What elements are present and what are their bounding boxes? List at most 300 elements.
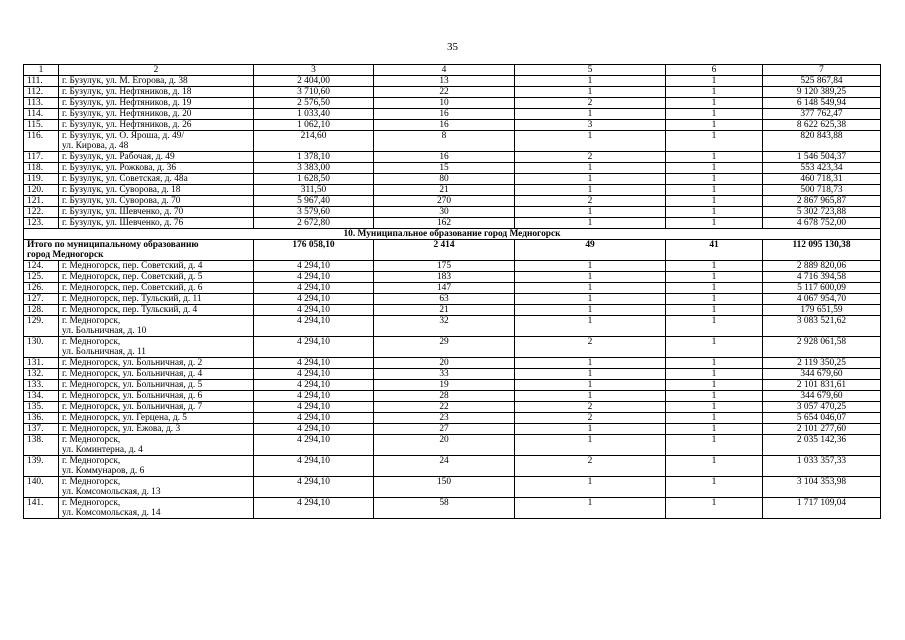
- table-row: [24, 369, 881, 380]
- residents-cell: 16: [374, 120, 515, 131]
- table-row: [24, 498, 881, 519]
- count-cell: 1: [666, 152, 763, 163]
- address-line: г. Бузулук, ул. Шевченко, д. 76: [62, 218, 184, 228]
- area-cell: 5 967,40: [254, 196, 374, 207]
- table-row: [24, 413, 881, 424]
- section-heading: 10. Муниципальное образование город Медногорск: [24, 229, 881, 240]
- table-row: [24, 120, 881, 131]
- count-cell: 1: [666, 413, 763, 424]
- residents-cell: 63: [374, 294, 515, 305]
- address-cell: [59, 435, 254, 456]
- table-row: [24, 196, 881, 207]
- row-number: 126.: [24, 283, 59, 294]
- table-row: [24, 163, 881, 174]
- cost-cell: 2 035 142,36: [763, 435, 881, 456]
- count-cell: 1: [666, 498, 763, 519]
- area-cell: 1 062,10: [254, 120, 374, 131]
- count-cell: 2: [515, 152, 666, 163]
- cost-cell: 5 302 723,88: [763, 207, 881, 218]
- address-cell: [59, 424, 254, 435]
- table-row: [24, 87, 881, 98]
- total-count: 49: [515, 240, 666, 261]
- count-cell: 1: [666, 120, 763, 131]
- column-number: 6: [666, 65, 763, 76]
- residents-cell: 270: [374, 196, 515, 207]
- count-cell: 1: [515, 316, 666, 337]
- count-cell: 1: [515, 424, 666, 435]
- address-cell: [59, 98, 254, 109]
- row-number: 132.: [24, 369, 59, 380]
- area-cell: 4 294,10: [254, 283, 374, 294]
- row-number: 127.: [24, 294, 59, 305]
- table-row: [24, 185, 881, 196]
- area-cell: 4 294,10: [254, 294, 374, 305]
- row-number: 123.: [24, 218, 59, 229]
- count-cell: 1: [666, 358, 763, 369]
- address-line: г. Медногорск,: [62, 477, 121, 487]
- row-number: 140.: [24, 477, 59, 498]
- row-number: 125.: [24, 272, 59, 283]
- address-cell: [59, 283, 254, 294]
- area-cell: 2 576,50: [254, 98, 374, 109]
- row-number: 133.: [24, 380, 59, 391]
- count-cell: 1: [666, 131, 763, 152]
- address-line: г. Бузулук, ул. Рожкова, д. 36: [62, 163, 177, 173]
- table-row: [24, 261, 881, 272]
- count-cell: 1: [666, 477, 763, 498]
- area-cell: 4 294,10: [254, 413, 374, 424]
- table-row: [24, 391, 881, 402]
- residents-cell: 20: [374, 435, 515, 456]
- row-number: 116.: [24, 131, 59, 152]
- table-row: [24, 380, 881, 391]
- count-cell: 1: [666, 435, 763, 456]
- row-number: 138.: [24, 435, 59, 456]
- row-number: 135.: [24, 402, 59, 413]
- address-cell: [59, 218, 254, 229]
- cost-cell: 344 679,60: [763, 369, 881, 380]
- cost-cell: 4 678 752,00: [763, 218, 881, 229]
- address-line: г. Бузулук, ул. Рабочая, д. 49: [62, 152, 175, 162]
- table-row: [24, 152, 881, 163]
- table-row: [24, 456, 881, 477]
- table-row: [24, 131, 881, 152]
- area-cell: 4 294,10: [254, 498, 374, 519]
- residents-cell: 150: [374, 477, 515, 498]
- address-cell: [59, 207, 254, 218]
- count-cell: 1: [515, 498, 666, 519]
- total-label: [24, 240, 254, 261]
- area-cell: 4 294,10: [254, 261, 374, 272]
- count-cell: 1: [666, 316, 763, 337]
- residents-cell: 20: [374, 358, 515, 369]
- row-number: 137.: [24, 424, 59, 435]
- section-heading-row: [24, 229, 881, 240]
- residents-cell: 10: [374, 98, 515, 109]
- address-cell: [59, 261, 254, 272]
- table-row: [24, 424, 881, 435]
- residents-cell: 80: [374, 174, 515, 185]
- row-number: 115.: [24, 120, 59, 131]
- cost-cell: 3 083 521,62: [763, 316, 881, 337]
- row-number: 111.: [24, 76, 59, 87]
- address-line: г. Медногорск, пер. Советский, д. 5: [62, 272, 203, 282]
- area-cell: 4 294,10: [254, 424, 374, 435]
- address-line: г. Медногорск, ул. Больничная, д. 5: [62, 380, 203, 390]
- count-cell: 1: [515, 305, 666, 316]
- address-line: ул. Комсомольская, д. 13: [62, 487, 161, 497]
- cost-cell: 5 117 600,09: [763, 283, 881, 294]
- count-cell: 1: [666, 261, 763, 272]
- total-area: 176 058,10: [254, 240, 374, 261]
- area-cell: 4 294,10: [254, 380, 374, 391]
- row-number: 122.: [24, 207, 59, 218]
- area-cell: 4 294,10: [254, 358, 374, 369]
- address-line: г. Бузулук, ул. Суворова, д. 18: [62, 185, 181, 195]
- cost-cell: 525 867,84: [763, 76, 881, 87]
- count-cell: 2: [515, 456, 666, 477]
- area-cell: 4 294,10: [254, 316, 374, 337]
- column-number: 4: [374, 65, 515, 76]
- address-cell: [59, 109, 254, 120]
- total-label-line: Итого по муниципальному образованию: [27, 240, 199, 250]
- table-row: [24, 283, 881, 294]
- row-number: 139.: [24, 456, 59, 477]
- address-line: г. Медногорск, ул. Ежова, д. 3: [62, 424, 181, 434]
- count-cell: 2: [515, 402, 666, 413]
- address-line: г. Медногорск,: [62, 435, 121, 445]
- address-line: ул. Комсомольская, д. 14: [62, 508, 161, 518]
- row-number: 136.: [24, 413, 59, 424]
- count-cell: 1: [515, 272, 666, 283]
- cost-cell: 2 101 277,60: [763, 424, 881, 435]
- area-cell: 4 294,10: [254, 337, 374, 358]
- table-row: [24, 109, 881, 120]
- area-cell: 4 294,10: [254, 272, 374, 283]
- address-line: г. Бузулук, ул. Нефтяников, д. 26: [62, 120, 192, 130]
- address-cell: [59, 76, 254, 87]
- residents-cell: 19: [374, 380, 515, 391]
- address-line: ул. Коммунаров, д. 6: [62, 466, 145, 476]
- column-number: 1: [24, 65, 59, 76]
- address-cell: [59, 163, 254, 174]
- row-number: 119.: [24, 174, 59, 185]
- address-cell: [59, 413, 254, 424]
- count-cell: 1: [515, 218, 666, 229]
- register-table: [23, 64, 881, 519]
- residents-cell: 33: [374, 369, 515, 380]
- area-cell: 4 294,10: [254, 305, 374, 316]
- table-row: [24, 477, 881, 498]
- table-row: [24, 358, 881, 369]
- count-cell: 1: [515, 207, 666, 218]
- cost-cell: 4 067 954,70: [763, 294, 881, 305]
- cost-cell: 6 148 549,94: [763, 98, 881, 109]
- count-cell: 1: [666, 283, 763, 294]
- address-line: г. Медногорск, ул. Больничная, д. 6: [62, 391, 203, 401]
- address-cell: [59, 477, 254, 498]
- cost-cell: 553 423,34: [763, 163, 881, 174]
- count-cell: 1: [515, 283, 666, 294]
- count-cell: 1: [666, 272, 763, 283]
- residents-cell: 22: [374, 402, 515, 413]
- cost-cell: 344 679,60: [763, 391, 881, 402]
- address-line: ул. Больничная, д. 10: [62, 326, 147, 336]
- address-line: г. Медногорск, ул. Больничная, д. 4: [62, 369, 203, 379]
- total-cost: 112 095 130,38: [763, 240, 881, 261]
- table-row: [24, 435, 881, 456]
- table-row: [24, 207, 881, 218]
- count-cell: 1: [666, 456, 763, 477]
- cost-cell: 8 622 625,38: [763, 120, 881, 131]
- address-cell: [59, 456, 254, 477]
- row-number: 130.: [24, 337, 59, 358]
- row-number: 113.: [24, 98, 59, 109]
- address-cell: [59, 131, 254, 152]
- cost-cell: 1 033 357,33: [763, 456, 881, 477]
- row-number: 124.: [24, 261, 59, 272]
- residents-cell: 29: [374, 337, 515, 358]
- cost-cell: 2 889 820,06: [763, 261, 881, 272]
- table-row: [24, 402, 881, 413]
- row-number: 129.: [24, 316, 59, 337]
- address-line: г. Медногорск, пер. Советский, д. 6: [62, 283, 203, 293]
- address-cell: [59, 272, 254, 283]
- residents-cell: 147: [374, 283, 515, 294]
- cost-cell: 179 651,59: [763, 305, 881, 316]
- address-line: г. Медногорск,: [62, 337, 121, 347]
- address-cell: [59, 152, 254, 163]
- table-row: [24, 218, 881, 229]
- residents-cell: 16: [374, 109, 515, 120]
- address-cell: [59, 358, 254, 369]
- residents-cell: 13: [374, 76, 515, 87]
- count-cell: 1: [515, 109, 666, 120]
- area-cell: 2 404,00: [254, 76, 374, 87]
- count-cell: 1: [666, 337, 763, 358]
- table-row: [24, 305, 881, 316]
- count-cell: 1: [515, 294, 666, 305]
- residents-cell: 32: [374, 316, 515, 337]
- address-line: г. Бузулук, ул. М. Егорова, д. 38: [62, 76, 188, 86]
- count-cell: 3: [515, 120, 666, 131]
- area-cell: 3 383,00: [254, 163, 374, 174]
- area-cell: 4 294,10: [254, 456, 374, 477]
- row-number: 131.: [24, 358, 59, 369]
- address-line: г. Бузулук, ул. Нефтяников, д. 19: [62, 98, 192, 108]
- address-cell: [59, 337, 254, 358]
- area-cell: 2 672,80: [254, 218, 374, 229]
- count-cell: 1: [666, 109, 763, 120]
- count-cell: 1: [515, 87, 666, 98]
- address-line: г. Медногорск,: [62, 316, 121, 326]
- residents-cell: 27: [374, 424, 515, 435]
- count-cell: 1: [666, 218, 763, 229]
- cost-cell: 460 718,31: [763, 174, 881, 185]
- area-cell: 1 033,40: [254, 109, 374, 120]
- cost-cell: 1 546 504,37: [763, 152, 881, 163]
- count-cell: 1: [666, 196, 763, 207]
- table-row: [24, 98, 881, 109]
- cost-cell: 3 057 470,25: [763, 402, 881, 413]
- address-cell: [59, 402, 254, 413]
- address-line: ул. Больничная, д. 11: [62, 347, 146, 357]
- residents-cell: 28: [374, 391, 515, 402]
- count-cell: 1: [666, 76, 763, 87]
- residents-cell: 8: [374, 131, 515, 152]
- area-cell: 311,50: [254, 185, 374, 196]
- count-cell: 1: [515, 477, 666, 498]
- count-cell: 1: [666, 402, 763, 413]
- residents-cell: 58: [374, 498, 515, 519]
- column-number: 2: [59, 65, 254, 76]
- area-cell: 4 294,10: [254, 477, 374, 498]
- count-cell: 1: [666, 185, 763, 196]
- row-number: 134.: [24, 391, 59, 402]
- count-cell: 1: [666, 98, 763, 109]
- row-number: 120.: [24, 185, 59, 196]
- count-cell: 1: [515, 185, 666, 196]
- count-cell: 1: [515, 76, 666, 87]
- address-cell: [59, 174, 254, 185]
- area-cell: 4 294,10: [254, 369, 374, 380]
- area-cell: 214,60: [254, 131, 374, 152]
- cost-cell: 820 843,88: [763, 131, 881, 152]
- address-line: г. Бузулук, ул. О. Яроша, д. 49/: [62, 131, 184, 141]
- area-cell: 1 628,50: [254, 174, 374, 185]
- count-cell: 1: [666, 294, 763, 305]
- count-cell: 2: [515, 98, 666, 109]
- row-number: 141.: [24, 498, 59, 519]
- count-cell: 2: [515, 196, 666, 207]
- count-cell: 1: [515, 131, 666, 152]
- table-row: [24, 316, 881, 337]
- residents-cell: 24: [374, 456, 515, 477]
- residents-cell: 162: [374, 218, 515, 229]
- count-cell: 1: [666, 174, 763, 185]
- count-cell: 1: [666, 305, 763, 316]
- cost-cell: 1 717 109,04: [763, 498, 881, 519]
- address-cell: [59, 196, 254, 207]
- count-cell: 1: [515, 174, 666, 185]
- address-line: г. Бузулук, ул. Суворова, д. 70: [62, 196, 181, 206]
- count-cell: 1: [515, 358, 666, 369]
- column-number: 7: [763, 65, 881, 76]
- cost-cell: 2 101 831,61: [763, 380, 881, 391]
- address-line: г. Медногорск,: [62, 498, 121, 508]
- address-line: г. Бузулук, ул. Советская, д. 48а: [62, 174, 188, 184]
- count-cell: 1: [515, 380, 666, 391]
- cost-cell: 377 762,47: [763, 109, 881, 120]
- address-line: г. Бузулук, ул. Нефтяников, д. 20: [62, 109, 192, 119]
- area-cell: 1 378,10: [254, 152, 374, 163]
- residents-cell: 23: [374, 413, 515, 424]
- address-cell: [59, 87, 254, 98]
- row-number: 112.: [24, 87, 59, 98]
- cost-cell: 4 716 394,58: [763, 272, 881, 283]
- column-number: 5: [515, 65, 666, 76]
- count-cell: 1: [666, 207, 763, 218]
- count-cell: 1: [515, 369, 666, 380]
- table-row: [24, 76, 881, 87]
- address-line: г. Медногорск, пер. Советский, д. 4: [62, 261, 203, 271]
- address-cell: [59, 316, 254, 337]
- table-row: [24, 174, 881, 185]
- count-cell: 1: [666, 87, 763, 98]
- cost-cell: 500 718,73: [763, 185, 881, 196]
- total-count: 41: [666, 240, 763, 261]
- table-row: [24, 272, 881, 283]
- cost-cell: 2 928 061,58: [763, 337, 881, 358]
- row-number: 114.: [24, 109, 59, 120]
- total-row: [24, 240, 881, 261]
- address-cell: [59, 380, 254, 391]
- count-cell: 2: [515, 337, 666, 358]
- table-row: [24, 337, 881, 358]
- area-cell: 3 579,60: [254, 207, 374, 218]
- total-residents: 2 414: [374, 240, 515, 261]
- residents-cell: 175: [374, 261, 515, 272]
- address-line: г. Бузулук, ул. Нефтяников, д. 18: [62, 87, 192, 97]
- column-number-row: [24, 65, 881, 76]
- residents-cell: 21: [374, 305, 515, 316]
- address-line: г. Медногорск, ул. Больничная, д. 2: [62, 358, 203, 368]
- total-label-line: город Медногорск: [27, 250, 104, 260]
- row-number: 117.: [24, 152, 59, 163]
- page-number: 35: [447, 41, 458, 53]
- cost-cell: 5 654 046,07: [763, 413, 881, 424]
- area-cell: 4 294,10: [254, 402, 374, 413]
- area-cell: 4 294,10: [254, 435, 374, 456]
- register-table-body: [24, 65, 881, 519]
- count-cell: 1: [666, 424, 763, 435]
- count-cell: 1: [515, 261, 666, 272]
- count-cell: 1: [515, 163, 666, 174]
- count-cell: 1: [666, 380, 763, 391]
- address-line: г. Медногорск,: [62, 456, 121, 466]
- address-cell: [59, 498, 254, 519]
- cost-cell: 9 120 389,25: [763, 87, 881, 98]
- address-cell: [59, 369, 254, 380]
- residents-cell: 22: [374, 87, 515, 98]
- address-line: ул. Кирова, д. 48: [62, 141, 129, 151]
- area-cell: 3 710,60: [254, 87, 374, 98]
- address-line: г. Медногорск, пер. Тульский, д. 11: [62, 294, 202, 304]
- address-line: г. Медногорск, пер. Тульский, д. 4: [62, 305, 198, 315]
- count-cell: 1: [666, 163, 763, 174]
- address-cell: [59, 305, 254, 316]
- address-line: ул. Коминтерна, д. 4: [62, 445, 143, 455]
- residents-cell: 16: [374, 152, 515, 163]
- address-cell: [59, 120, 254, 131]
- residents-cell: 183: [374, 272, 515, 283]
- row-number: 118.: [24, 163, 59, 174]
- address-line: г. Медногорск, ул. Герцена, д. 5: [62, 413, 187, 423]
- count-cell: 2: [515, 413, 666, 424]
- residents-cell: 30: [374, 207, 515, 218]
- cost-cell: 3 104 353,98: [763, 477, 881, 498]
- address-line: г. Бузулук, ул. Шевченко, д. 70: [62, 207, 184, 217]
- area-cell: 4 294,10: [254, 391, 374, 402]
- count-cell: 1: [666, 369, 763, 380]
- count-cell: 1: [515, 391, 666, 402]
- address-cell: [59, 185, 254, 196]
- address-cell: [59, 391, 254, 402]
- residents-cell: 15: [374, 163, 515, 174]
- address-line: г. Медногорск, ул. Больничная, д. 7: [62, 402, 203, 412]
- table-row: [24, 294, 881, 305]
- row-number: 128.: [24, 305, 59, 316]
